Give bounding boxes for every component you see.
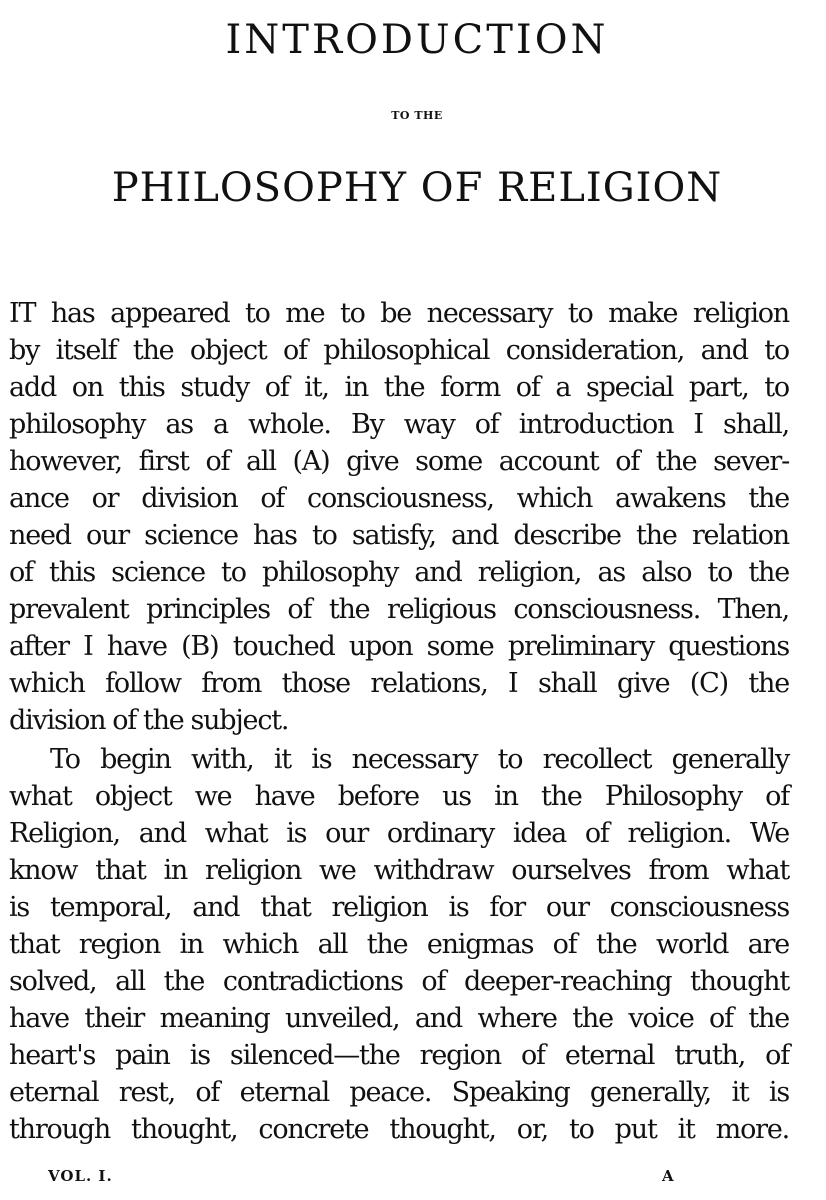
text-line: that region in which all the enigmas of the world are (9, 929, 789, 960)
text-line: after I have (B) touched upon some preliminary questions (9, 631, 789, 662)
text-line: is temporal, and that religion is for our consciousness (9, 892, 789, 923)
text-line: To begin with, it is necessary to recollect generally (50, 744, 789, 775)
text-line: Religion, and what is our ordinary idea of religion. We (9, 818, 789, 849)
text-line: need our science has to satisfy, and describe the relation (9, 520, 789, 551)
text-line: have their meaning unveiled, and where the voice of the (9, 1003, 789, 1034)
chapter-title: INTRODUCTION (225, 17, 609, 63)
text-line: know that in religion we withdraw ourselves from what (9, 855, 789, 886)
text-line: eternal rest, of eternal peace. Speaking generally, it is (9, 1077, 789, 1108)
text-line: division of the subject. (9, 705, 289, 736)
text-line: prevalent principles of the religious consciousness. Then, (9, 594, 789, 625)
chapter-subtitle-connector: TO THE (391, 109, 443, 122)
text-line: however, first of all (A) give some account of the sever- (9, 446, 789, 477)
text-line: by itself the object of philosophical consideration, and to (9, 335, 789, 366)
text-line: IT has appeared to me to be necessary to make religion (9, 298, 789, 329)
text-line: what object we have before us in the Philosophy of (9, 781, 789, 812)
signature-mark: A (662, 1167, 675, 1185)
text-line: add on this study of it, in the form of a special part, to (9, 372, 789, 403)
text-line: heart's pain is silenced—the region of eternal truth, of (9, 1040, 789, 1071)
text-line: philosophy as a whole. By way of introduction I shall, (9, 409, 789, 440)
text-line: ance or division of consciousness, which awakens the (9, 483, 789, 514)
text-line: which follow from those relations, I shall give (C) the (9, 668, 789, 699)
text-line: solved, all the contradictions of deeper-reaching thought (9, 966, 789, 997)
text-line: of this science to philosophy and religion, as also to the (9, 557, 789, 588)
chapter-subtitle: PHILOSOPHY OF RELIGION (111, 165, 723, 211)
volume-marker: VOL. I. (48, 1167, 113, 1185)
text-line: through thought, concrete thought, or, to put it more. (9, 1114, 789, 1145)
